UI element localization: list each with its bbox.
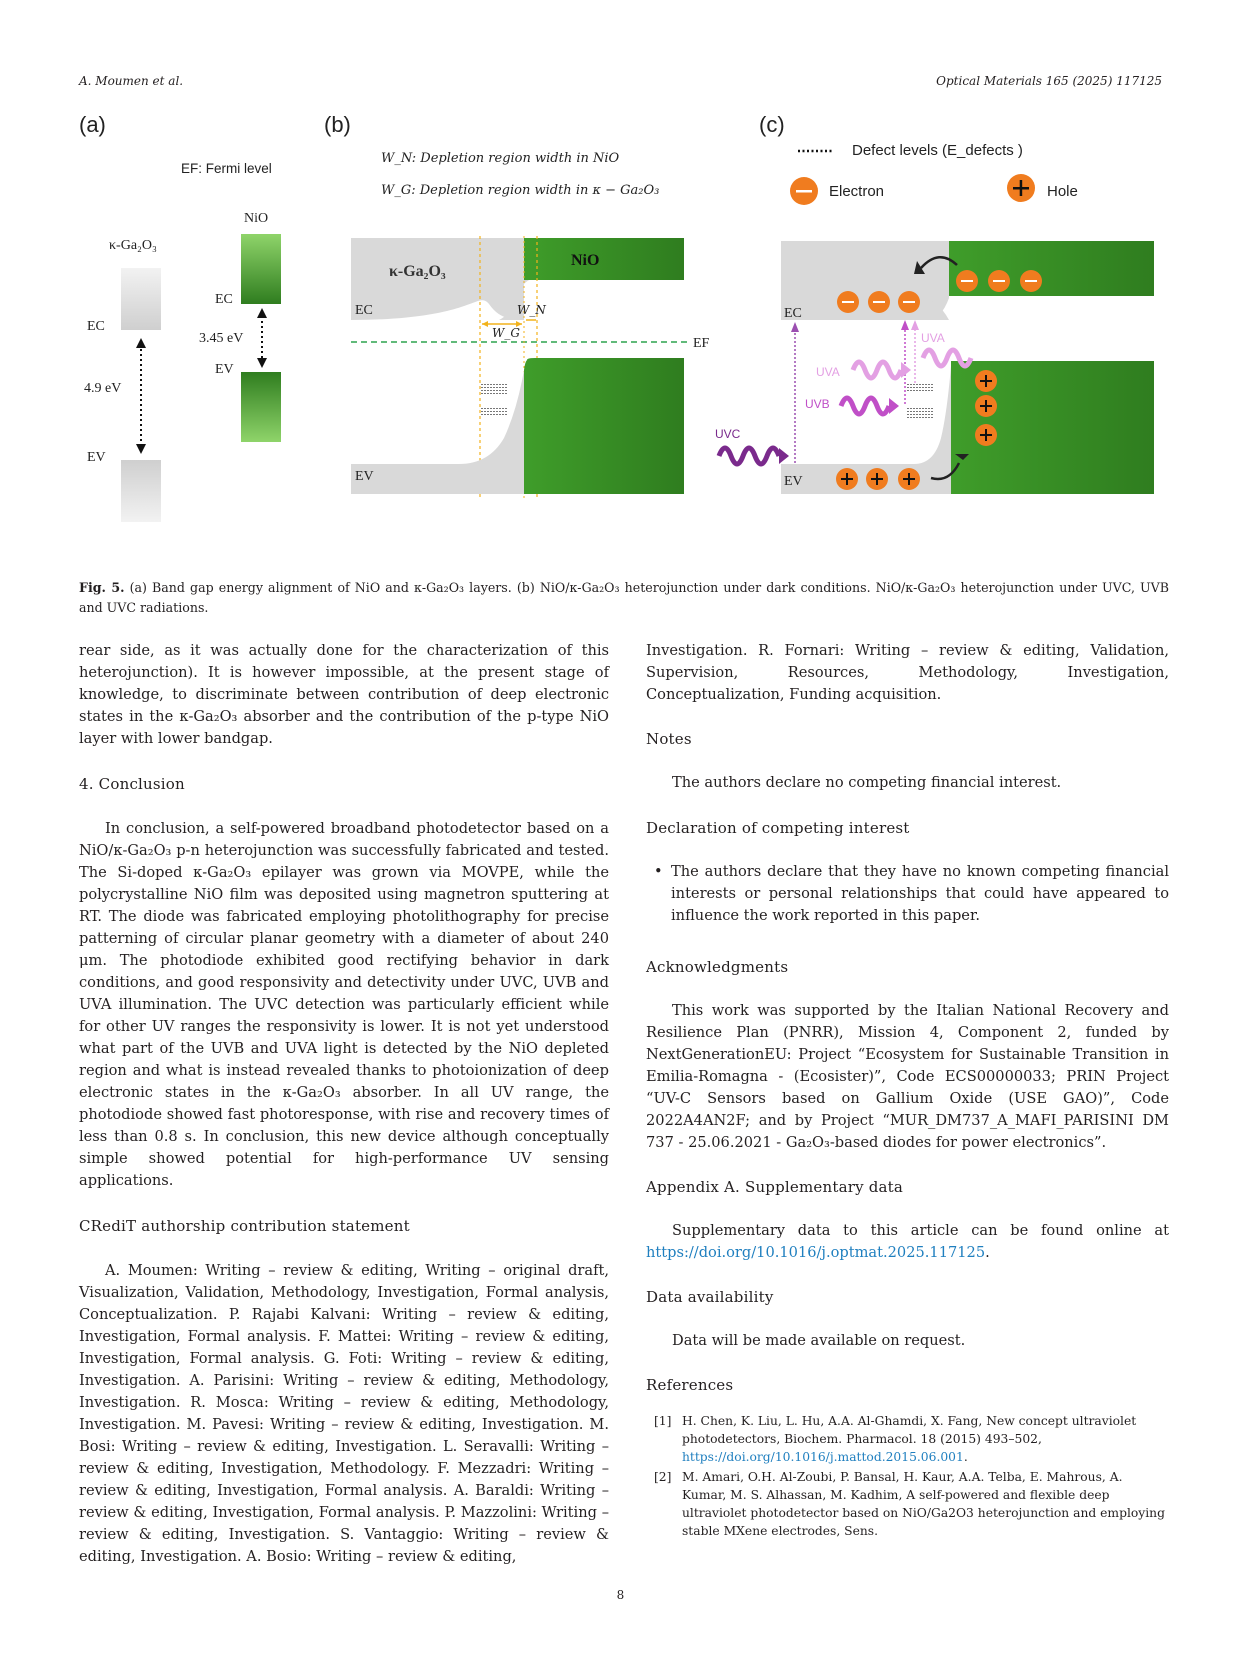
uvb-wave — [841, 398, 889, 414]
panel-a — [79, 112, 281, 522]
ec-label-c: EC — [784, 306, 802, 321]
panel-b — [324, 112, 710, 498]
uvc-wave — [719, 448, 779, 464]
wg-label: W_G — [492, 326, 520, 340]
appendix-end: . — [985, 1244, 990, 1261]
ga2o3-conduction-band-a — [121, 268, 161, 330]
figure-caption — [79, 578, 1169, 618]
caption-text: (a) Band gap energy alignment of NiO and κ-Ga₂O₃ layers. (b) NiO/κ-Ga₂O₃ heterojunction under dark conditions. NiO/κ-Ga₂O₃ heterojunction under UVC, UVB and UVC radiations. — [79, 580, 1169, 615]
uvb-label: UVB — [805, 397, 830, 411]
nio-band-b-top — [524, 238, 684, 280]
defect-level-b-1 — [481, 384, 507, 394]
heading-credit: CRediT authorship contribution statement — [79, 1217, 410, 1235]
ev-label-c: EV — [784, 474, 803, 489]
ga2o3-label-b: κ-Ga₂O₃ — [389, 263, 446, 280]
paragraph-credit: A. Moumen: Writing – review & editing, Writing – original draft, Visualization, Validation, Methodology, Investigation, Formal analysis, Conceptualization. P. Rajabi Kalvani: Writing – review & editing, Investigation, Formal analysis. F. Mattei: Writing – review & editing, Investigation, Formal analysis. G. Foti: Writing – review & editing, Investigation. A. Parisini: Writing – review & editing, Methodology, Investigation. R. Mosca: Writing – review & editing, Methodology, Investigation. M. Pavesi: Writing – review & editing, Investigation. M. Bosi: Writing – review & editing, Investigation. L. Seravalli: Writing – review & editing, Investigation, Methodology. F. Mezzadri: Writing – review & editing, Investigation, Formal analysis. A. Baraldi: Writing – review & editing, Investigation, Formal analysis. P. Mazzolini: Writing – review & editing, Investigation. S. Vantaggio: Writing – review & editing, Investigation. A. Bosio: Writing – review & editing, — [79, 1262, 609, 1565]
reference-number: [2] — [654, 1470, 672, 1484]
heading-acknowledgments: Acknowledgments — [646, 958, 789, 976]
figure-5 — [79, 108, 1169, 570]
left-column — [79, 640, 609, 1568]
reference-body: H. Chen, K. Liu, L. Hu, A.A. Al-Ghamdi, X. Fang, New concept ultraviolet photodetectors, Biochem. Pharmacol. 18 (2015) 493–502, — [682, 1414, 1137, 1446]
reference-body: M. Amari, O.H. Al-Zoubi, P. Bansal, H. Kaur, A.A. Telba, E. Mahrous, A. Kumar, M. S. Alhassan, M. Kadhim, A self-powered and flexible deep ultraviolet photodetector based on NiO/Ga2O3 heterojunction and employing stable MXene electrodes, Sens. — [682, 1470, 1165, 1538]
declaration-text: The authors declare that they have no known competing financial interests or personal relationships that could have appeared to influence the work reported in this paper. — [671, 863, 1169, 924]
reference-text — [682, 1468, 1169, 1540]
reference-end: . — [963, 1450, 968, 1464]
bullet-dot: • — [654, 863, 663, 880]
nio-band-c-top — [949, 241, 1154, 296]
paragraph-notes: The authors declare no competing financial interest. — [672, 774, 1062, 791]
nio-band-b-bottom — [524, 358, 684, 494]
ef-label-b: EF — [693, 336, 710, 351]
electron-legend-text: Electron — [829, 183, 885, 200]
running-header-authors: A. Moumen et al. — [79, 74, 184, 88]
heading-conclusion: 4. Conclusion — [79, 775, 185, 793]
reference-item — [646, 1468, 1169, 1540]
heading-declaration: Declaration of competing interest — [646, 819, 910, 837]
right-column — [646, 640, 1169, 1542]
band-diagram-figure — [79, 108, 1169, 570]
nio-valence-band-a — [241, 372, 281, 442]
nio-conduction-band-a — [241, 234, 281, 304]
paragraph-acknowledgments: This work was supported by the Italian National Recovery and Resilience Plan (PNRR), Mission 4, Component 2, funded by NextGenerationEU: Project “Ecosystem for Sustainable Transition in Emilia-Romagna - (Ecosister)”, Code ECS00000033; PRIN Project “UV-C Sensors based on Gallium Oxide (USE GAO)”, Code 2022A4AN2F; and by Project “MUR_DM737_A_MAFI_PARISINI DM 737 - 25.06.2021 - Ga₂O₃-based diodes for power electronics”. — [646, 1002, 1169, 1151]
paragraph-conclusion: In conclusion, a self-powered broadband photodetector based on a NiO/κ-Ga₂O₃ p-n heterojunction was successfully fabricated and tested. The Si-doped κ-Ga₂O₃ epilayer was grown via MOVPE, while the polycrystalline NiO film was deposited using magnetron sputtering at RT. The diode was fabricated employing photolithography for precise patterning of circular planar geometry with a diameter of about 240 μm. The photodiode exhibited good rectifying behavior in dark conditions, and good responsivity and detectivity under UVC, UVB and UVA illumination. The UVC detection was particularly efficient while for other UV ranges the responsivity is lower. It is not yet understood what part of the UVB and UVA light is detected by the NiO depleted region and what is instead revealed thanks to photoionization of deep electronic states in the κ-Ga₂O₃ absorber. In all UV range, the photodiode showed fast photoresponse, with rise and recovery times of less than 0.8 s. In conclusion, this new device although conceptually simple showed potential for high-performance UV sensing applications. — [79, 820, 609, 1189]
paragraph-appendix — [646, 1220, 1169, 1264]
ec-label-a-left: EC — [87, 319, 105, 334]
panel-c-label: (c) — [759, 112, 785, 137]
page-number: 8 — [616, 1588, 625, 1602]
ec-label-a-right: EC — [215, 292, 233, 307]
panel-b-label: (b) — [324, 112, 351, 137]
nio-label-b: NiO — [571, 252, 600, 269]
paragraph-data-availability: Data will be made available on request. — [672, 1332, 966, 1349]
uva-wave-2 — [923, 350, 971, 366]
gap-ga2o3-label: 4.9 eV — [84, 381, 122, 396]
reference-doi-link[interactable]: https://doi.org/10.1016/j.mattod.2015.06.001 — [682, 1450, 964, 1464]
uva-label: UVA — [816, 365, 840, 379]
caption-label: Fig. 5. — [79, 580, 125, 595]
ev-label-a-right: EV — [215, 362, 234, 377]
paragraph-intro: rear side, as it was actually done for the characterization of this heterojunction). It is however impossible, at the present stage of knowledge, to discriminate between contribution of deep electronic states in the κ-Ga₂O₃ absorber and the contribution of the p-type NiO layer with lower bandgap. — [79, 642, 609, 747]
defect-legend-text: Defect levels (E_defects ) — [852, 142, 1023, 159]
ga2o3-label-a: κ-Ga₂O₃ — [109, 238, 157, 253]
heading-references: References — [646, 1376, 734, 1394]
defect-level-c-1 — [907, 382, 933, 392]
reference-number: [1] — [654, 1414, 672, 1428]
heading-data-availability: Data availability — [646, 1288, 774, 1306]
uva-label-2: UVA — [921, 331, 945, 345]
holes-nio — [975, 370, 997, 446]
fermi-level-legend: EF: Fermi level — [181, 161, 272, 176]
ga2o3-valence-band-a — [121, 460, 161, 522]
nio-label-a: NiO — [244, 211, 269, 226]
electrons-nio — [956, 270, 1042, 292]
panel-c — [715, 112, 1154, 494]
defect-level-c-2 — [907, 408, 933, 418]
holes-ga2o3 — [836, 468, 920, 490]
reference-item — [646, 1412, 1169, 1466]
ev-label-a-left: EV — [87, 450, 106, 465]
supplementary-data-link[interactable]: https://doi.org/10.1016/j.optmat.2025.117125 — [646, 1244, 986, 1261]
hole-legend-text: Hole — [1047, 183, 1078, 200]
paragraph-credit-continued: Investigation. R. Fornari: Writing – review & editing, Validation, Supervision, Resources, Methodology, Investigation, Conceptualization, Funding acquisition. — [646, 642, 1169, 703]
uvc-label: UVC — [715, 427, 741, 441]
uva-wave — [853, 362, 901, 378]
appendix-text: Supplementary data to this article can be found online at — [672, 1222, 1169, 1239]
legend-wg: W_G: Depletion region width in κ − Ga₂O₃ — [381, 183, 660, 198]
defect-level-b-2 — [481, 407, 507, 417]
ec-label-b: EC — [355, 303, 373, 318]
wn-label: W_N — [517, 303, 546, 317]
gap-nio-label: 3.45 eV — [199, 331, 244, 346]
heading-appendix: Appendix A. Supplementary data — [646, 1178, 904, 1196]
heading-notes: Notes — [646, 730, 692, 748]
declaration-bullet — [646, 861, 1169, 927]
reference-list — [646, 1412, 1169, 1540]
electrons-ga2o3 — [837, 291, 920, 313]
legend-wn: W_N: Depletion region width in NiO — [381, 151, 620, 166]
reference-text — [682, 1412, 1169, 1466]
running-header-journal: Optical Materials 165 (2025) 117125 — [936, 74, 1162, 88]
ev-label-b: EV — [355, 469, 374, 484]
panel-a-label: (a) — [79, 112, 106, 137]
